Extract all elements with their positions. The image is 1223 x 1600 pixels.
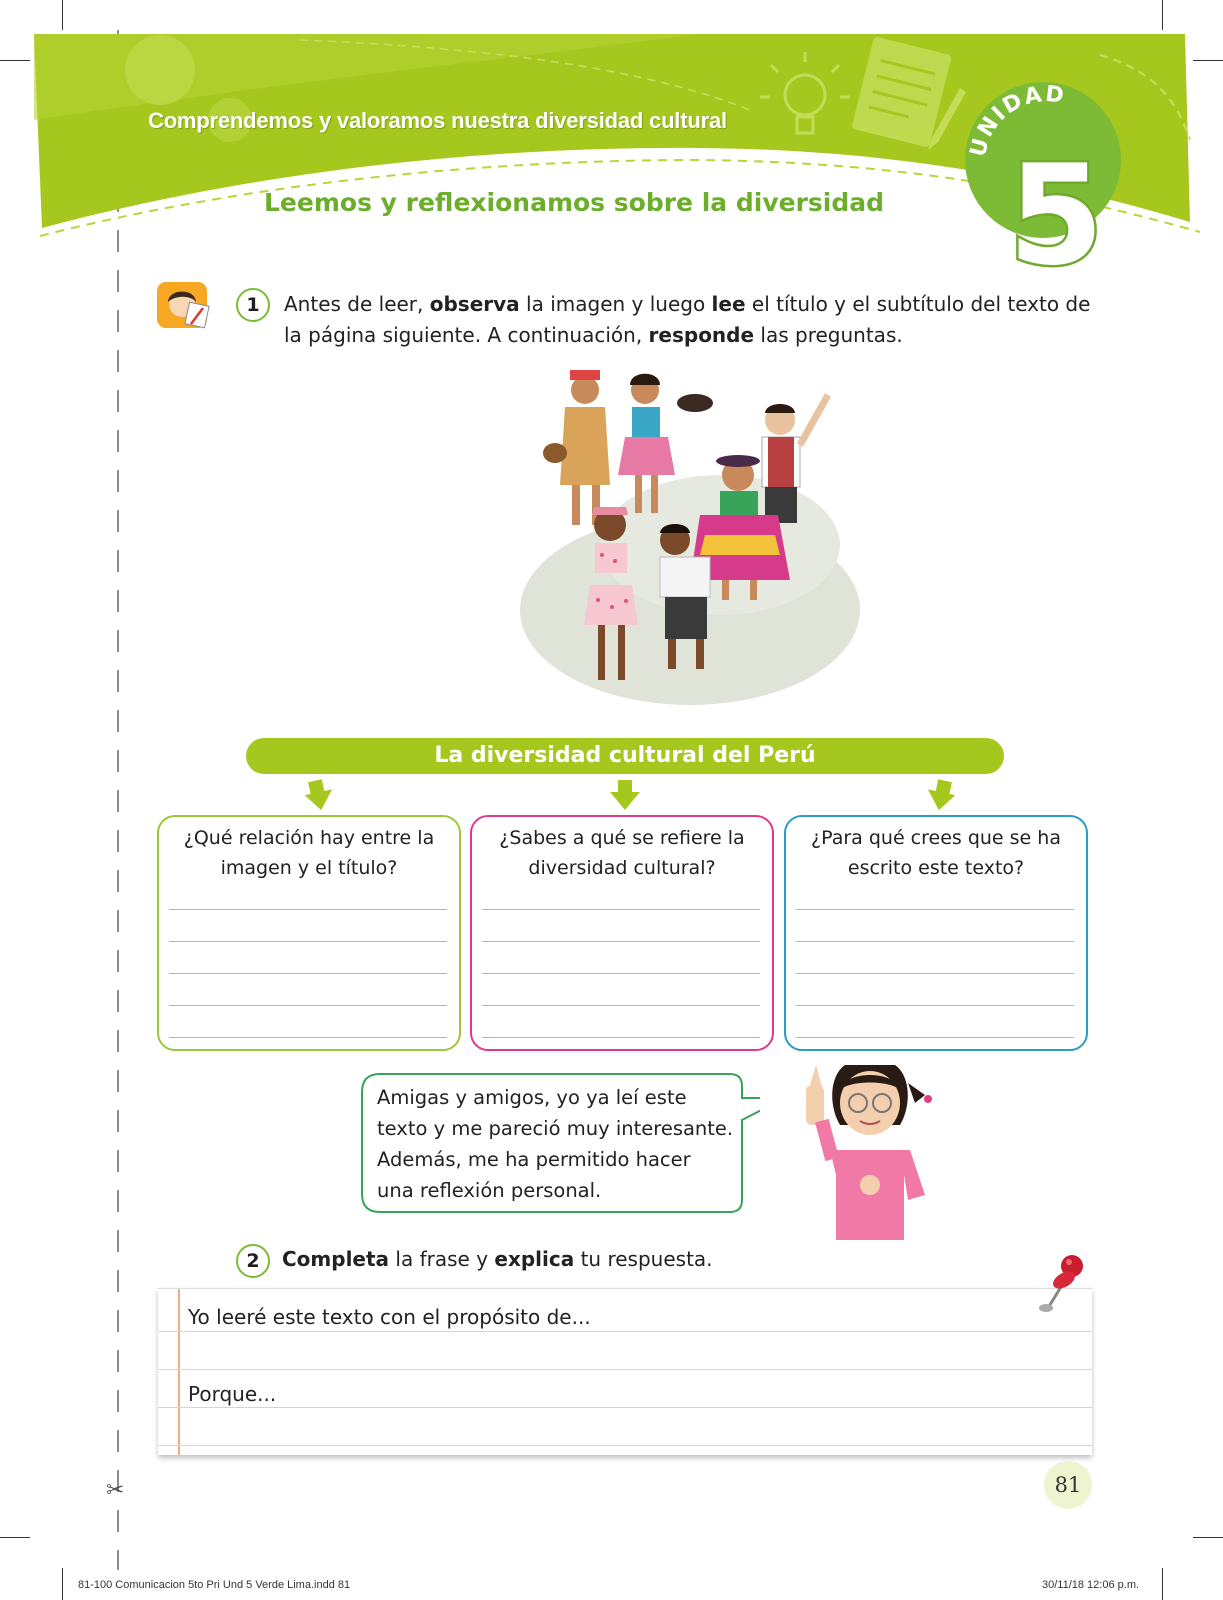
writing-line xyxy=(158,1369,1092,1370)
section-title: Comprendemos y valoramos nuestra diversidad cultural xyxy=(148,108,727,133)
answer-line[interactable] xyxy=(796,941,1074,942)
print-footer-file: 81-100 Comunicacion 5to Pri Und 5 Verde Lima.indd 81 xyxy=(78,1579,351,1591)
scissors-icon: ✂ xyxy=(106,1478,125,1503)
page-number: 81 xyxy=(1044,1461,1092,1509)
crop-mark xyxy=(0,1537,30,1538)
question-box-1 xyxy=(157,815,461,1051)
question-text: ¿Para qué crees que se ha escrito este texto? xyxy=(811,827,1061,879)
arrow-down-icon xyxy=(305,778,335,812)
unit-label: UNIDAD xyxy=(965,81,1068,160)
reason-answer-area[interactable] xyxy=(278,1413,1058,1443)
answer-line[interactable] xyxy=(169,941,447,942)
crop-mark xyxy=(62,1568,63,1600)
activity-1-number: 1 xyxy=(236,288,270,322)
crop-mark xyxy=(1193,1537,1223,1538)
print-footer-date: 30/11/18 12:06 p.m. xyxy=(1042,1579,1140,1591)
purpose-answer-area[interactable] xyxy=(458,1335,1058,1365)
activity-1-instruction-line-2: la página siguiente. A continuación, responde las preguntas. xyxy=(284,323,903,347)
answer-line[interactable] xyxy=(482,941,760,942)
writing-line xyxy=(158,1407,1092,1408)
unit-badge xyxy=(963,80,1133,270)
unit-number: 5 xyxy=(1007,135,1105,270)
dancing-children-illustration xyxy=(510,365,860,715)
girl-character-illustration xyxy=(800,1055,940,1240)
diagram-title: La diversidad cultural del Perú xyxy=(246,738,1004,774)
answer-line[interactable] xyxy=(169,973,447,974)
page-subtitle: Leemos y reflexionamos sobre la diversidad xyxy=(264,188,885,217)
student-writing-icon xyxy=(157,282,213,332)
arrow-down-icon xyxy=(610,778,640,812)
writing-paper xyxy=(158,1288,1092,1455)
question-box-2 xyxy=(470,815,774,1051)
activity-1-instruction-line-1: Antes de leer, observa la imagen y luego lee el título y el subtítulo del texto de xyxy=(284,292,1091,316)
answer-line[interactable] xyxy=(796,1005,1074,1006)
reason-prompt: Porque... xyxy=(188,1382,277,1406)
answer-line[interactable] xyxy=(482,973,760,974)
answer-line[interactable] xyxy=(796,973,1074,974)
answer-line[interactable] xyxy=(169,1005,447,1006)
purpose-prompt: Yo leeré este texto con el propósito de... xyxy=(188,1305,591,1329)
pushpin-icon xyxy=(1034,1252,1084,1314)
activity-2-number: 2 xyxy=(236,1244,270,1278)
answer-line[interactable] xyxy=(796,1037,1074,1038)
cut-line xyxy=(116,30,120,1570)
margin-line xyxy=(178,1289,180,1455)
answer-line[interactable] xyxy=(169,1037,447,1038)
speech-text: Amigas y amigos, yo ya leí este texto y me pareció muy interesante. Además, me ha permitido hacer una reflexión personal. xyxy=(377,1086,734,1202)
writing-line xyxy=(158,1331,1092,1332)
answer-line[interactable] xyxy=(482,909,760,910)
writing-line xyxy=(158,1445,1092,1446)
question-box-3 xyxy=(784,815,1088,1051)
answer-line[interactable] xyxy=(169,909,447,910)
question-text: ¿Qué relación hay entre la imagen y el título? xyxy=(183,827,435,879)
crop-mark xyxy=(1162,1568,1163,1600)
answer-line[interactable] xyxy=(482,1005,760,1006)
answer-line[interactable] xyxy=(482,1037,760,1038)
arrow-down-icon xyxy=(925,778,955,812)
activity-2-instruction: Completa la frase y explica tu respuesta. xyxy=(282,1247,713,1271)
answer-line[interactable] xyxy=(796,909,1074,910)
question-text: ¿Sabes a qué se refiere la diversidad cultural? xyxy=(499,827,745,879)
